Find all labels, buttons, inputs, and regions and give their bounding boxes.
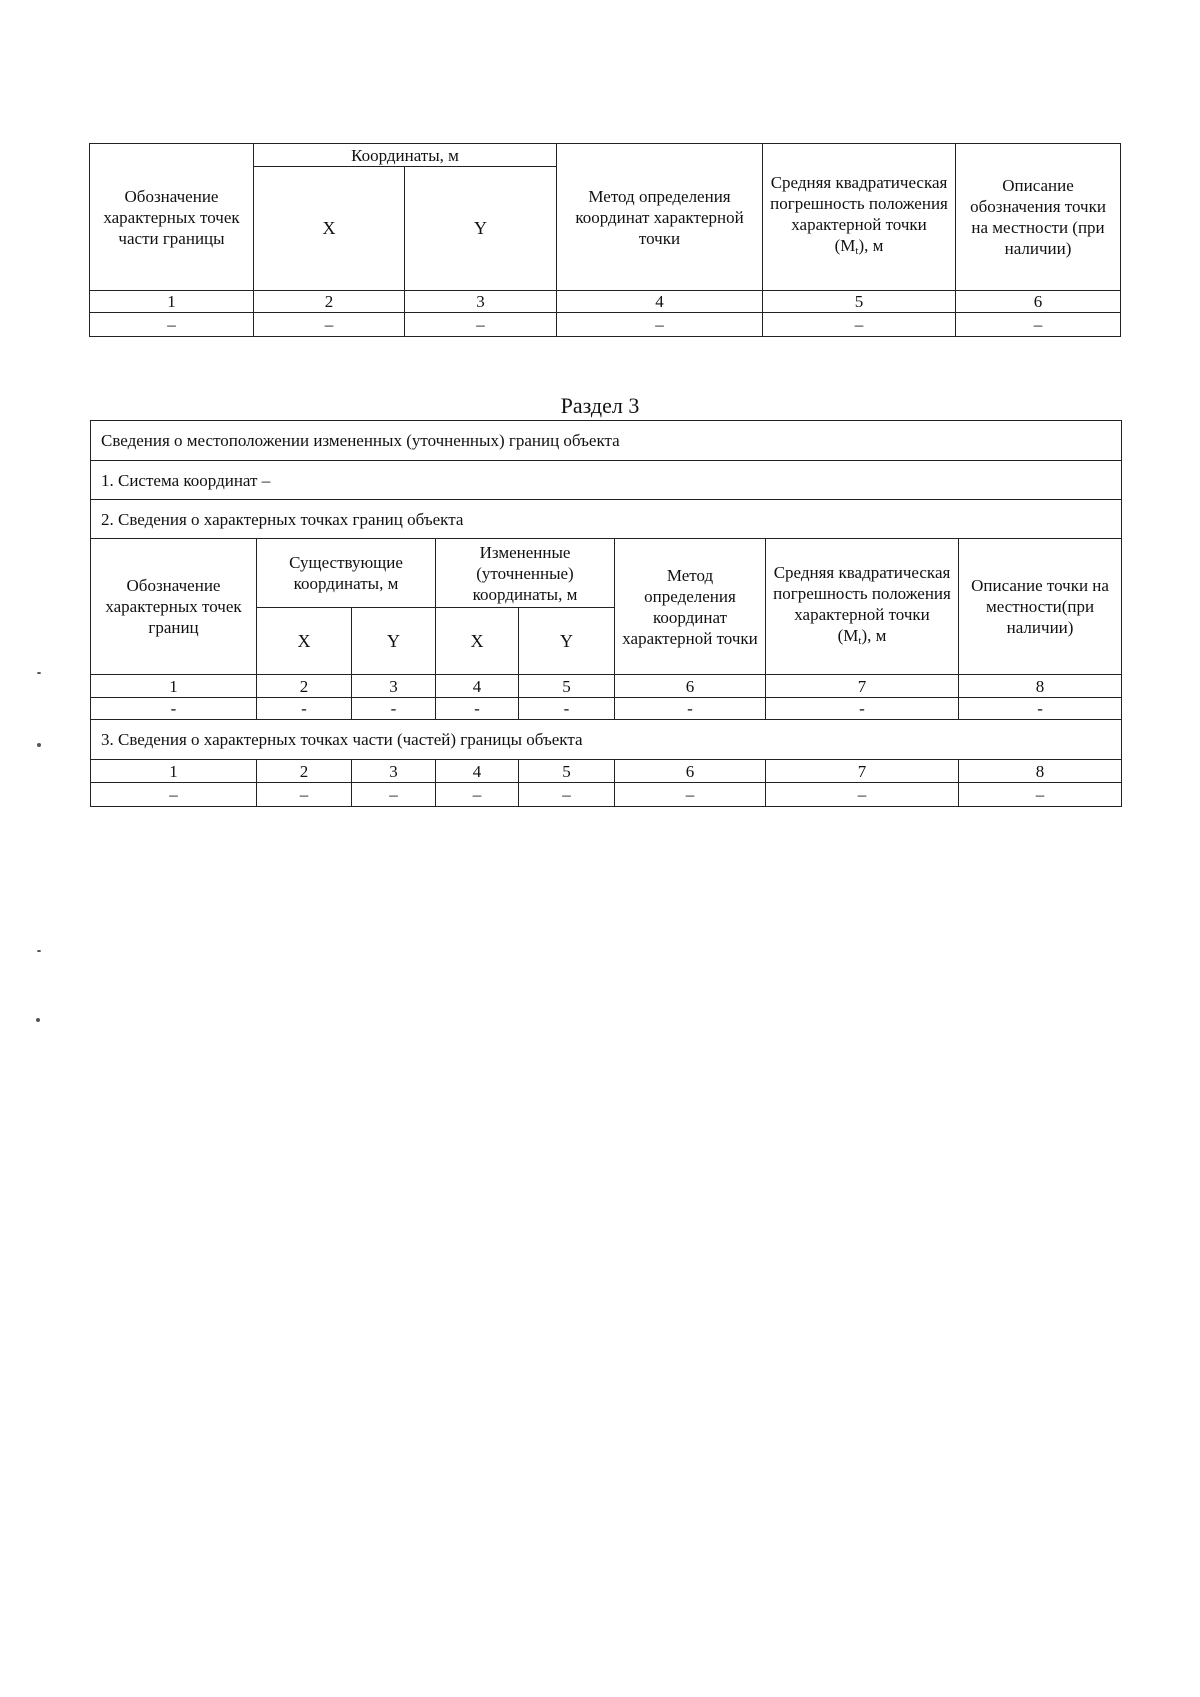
value-cell: - [959,698,1122,720]
value-cell: - [352,698,436,720]
number-cell: 6 [956,291,1121,313]
col-error-header: Средняя квадратическая погрешность положения характерной точки $(M_t)$, м [763,144,956,291]
number-cell: 7 [766,675,959,698]
changed-x-header: X [436,608,519,675]
col-y-header: Y [405,167,557,291]
value-cell: – [254,313,405,337]
number-cell: 8 [959,675,1122,698]
table-row [91,698,1122,720]
coord-system-row: 1. Система координат – [91,461,1122,500]
value-cell: - [519,698,615,720]
section3-table [90,420,1122,807]
value-cell: – [959,783,1122,807]
part-points-heading: 3. Сведения о характерных точках части (частей) границы объекта [91,720,1122,760]
value-cell: – [352,783,436,807]
section-title: Раздел 3 [560,393,640,418]
col-method-header: Метод определения координат характерной точки [615,539,766,675]
number-cell: 5 [519,675,615,698]
number-cell: 4 [436,675,519,698]
col-designation-header: Обозначение характерных точек границ [91,539,257,675]
value-cell: – [956,313,1121,337]
col-x-header: X [254,167,405,291]
value-cell: - [257,698,352,720]
value-cell: – [766,783,959,807]
value-cell: - [766,698,959,720]
number-cell: 1 [90,291,254,313]
col-method-header: Метод определения координат характерной точки [557,144,763,291]
value-cell: – [615,783,766,807]
col-description-header: Описание точки на местности(при наличии) [959,539,1122,675]
scan-speck [37,672,41,674]
scan-speck [37,950,41,952]
value-cell: – [519,783,615,807]
value-cell: – [405,313,557,337]
points-heading: 2. Сведения о характерных точках границ объекта [91,500,1122,539]
scan-speck [37,743,41,747]
scan-speck [36,1018,40,1022]
value-cell: – [557,313,763,337]
number-cell: 7 [766,760,959,783]
changed-coords-header: Измененные (уточненные) координаты, м [436,539,615,608]
section-heading: Сведения о местоположении измененных (уточненных) границ объекта [91,421,1122,461]
number-cell: 5 [519,760,615,783]
column-numbers-row [91,760,1122,783]
existing-coords-header: Существующие координаты, м [257,539,436,608]
number-cell: 5 [763,291,956,313]
column-numbers-row [91,675,1122,698]
number-cell: 2 [257,760,352,783]
column-numbers-row [90,291,1121,313]
number-cell: 6 [615,760,766,783]
value-cell: - [436,698,519,720]
value-cell: - [615,698,766,720]
number-cell: 1 [91,675,257,698]
value-cell: – [91,783,257,807]
coords-header: Координаты, м [254,144,557,167]
number-cell: 3 [352,675,436,698]
existing-y-header: Y [352,608,436,675]
existing-x-header: X [257,608,352,675]
table-row [91,783,1122,807]
col-designation-header: Обозначение характерных точек части границы [90,144,254,291]
number-cell: 3 [405,291,557,313]
col-error-header: Средняя квадратическая погрешность положения характерной точки $(M_t)$, м [766,539,959,675]
number-cell: 6 [615,675,766,698]
col-description-header: Описание обозначения точки на местности (при наличии) [956,144,1121,291]
number-cell: 4 [436,760,519,783]
value-cell: – [90,313,254,337]
value-cell: – [257,783,352,807]
number-cell: 3 [352,760,436,783]
changed-y-header: Y [519,608,615,675]
value-cell: – [763,313,956,337]
number-cell: 1 [91,760,257,783]
number-cell: 2 [257,675,352,698]
number-cell: 2 [254,291,405,313]
value-cell: - [91,698,257,720]
number-cell: 8 [959,760,1122,783]
number-cell: 4 [557,291,763,313]
value-cell: – [436,783,519,807]
table-row [90,313,1121,337]
points-part-table [89,143,1121,337]
